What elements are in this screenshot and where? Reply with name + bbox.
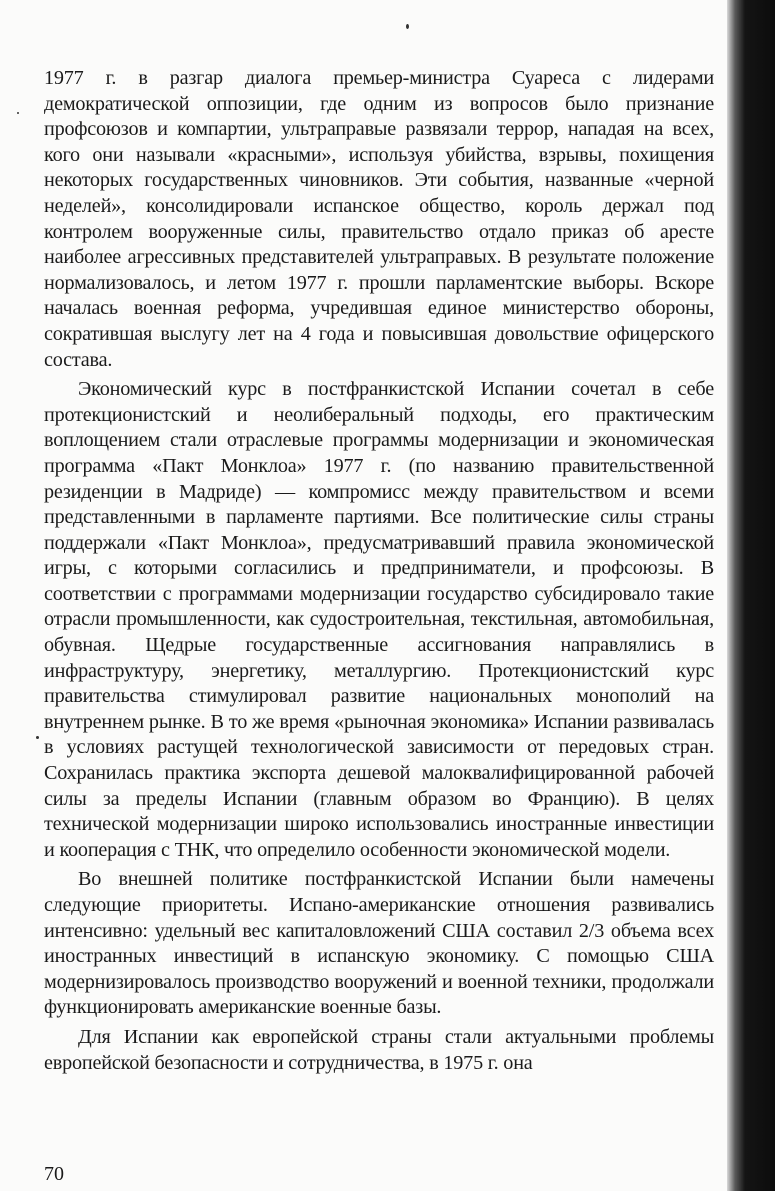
paragraph-2: Экономический курс в постфранкистской Испании сочетал в себе протекционистский и неолиберальный подходы, его практическим воплощением стали отраслевые программы модернизации и экономическая программа «Пакт Монклоа» 1977 г. (по названию правительственной резиденции в Мадриде) — компромисс между правительством и всеми представленными в парламенте партиями. Все политические силы страны поддержали «Пакт Монклоа», предусматривавший правила экономической игры, с которыми согласились и предприниматели, и профсоюзы. В соответствии с программами модернизации государство субсидировало такие отрасли промышленности, как судостроительная, текстильная, автомобильная, обувная. Щедрые государственные ассигнования направлялись в инфраструктуру, энергетику, металлургию. Протекционистский курс правительства стимулировал развитие национальных монополий на внутреннем рынке. В то же время «рыночная экономика» Испании развивалась в условиях растущей технологической зависимости от передовых стран. Сохранилась практика экспорта дешевой малоквалифицированной рабочей силы за пределы Испании (главным образом во Францию). В целях технической модернизации широко использовались иностранные инвестиции и кооперация с ТНК, что определило особенности экономической модели. [44, 378, 714, 861]
paragraph-4: Для Испании как европейской страны стали актуальными проблемы европейской безопасности и сотрудничества, в 1975 г. она [44, 1025, 714, 1074]
scan-speck [17, 112, 19, 114]
scan-shadow-edge [727, 0, 775, 1191]
scan-speck [406, 24, 409, 29]
scan-speck [36, 736, 39, 739]
paragraph-3: Во внешней политике постфранкистской Испании были намечены следующие приоритеты. Испано-американские отношения развивались интенсивно: удельный вес капиталовложений США составил 2/3 объема всех иностранных инвестиций в испанскую экономику. С помощью США модернизировалось производство вооружений и военной техники, продолжали функционировать американские военные базы. [44, 868, 714, 1019]
page-number: 70 [44, 1163, 64, 1185]
paragraph-1: 1977 г. в разгар диалога премьер-министра Суареса с лидерами демократической оппозиции, где одним из вопросов было признание профсоюзов и компартии, ультраправые развязали террор, нападая на всех, кого они называли «красными», используя убийства, взрывы, похищения некоторых государственных чиновников. Эти события, названные «черной неделей», консолидировали испанское общество, король держал под контролем вооруженные силы, правительство отдало приказ об аресте наиболее агрессивных представителей ультраправых. В результате положение нормализовалось, и летом 1977 г. прошли парламентские выборы. Вскоре началась военная реформа, учредившая единое министерство обороны, сократившая выслугу лет на 4 года и повысившая довольствие офицерского состава. [44, 67, 714, 371]
body-text [44, 66, 714, 1076]
